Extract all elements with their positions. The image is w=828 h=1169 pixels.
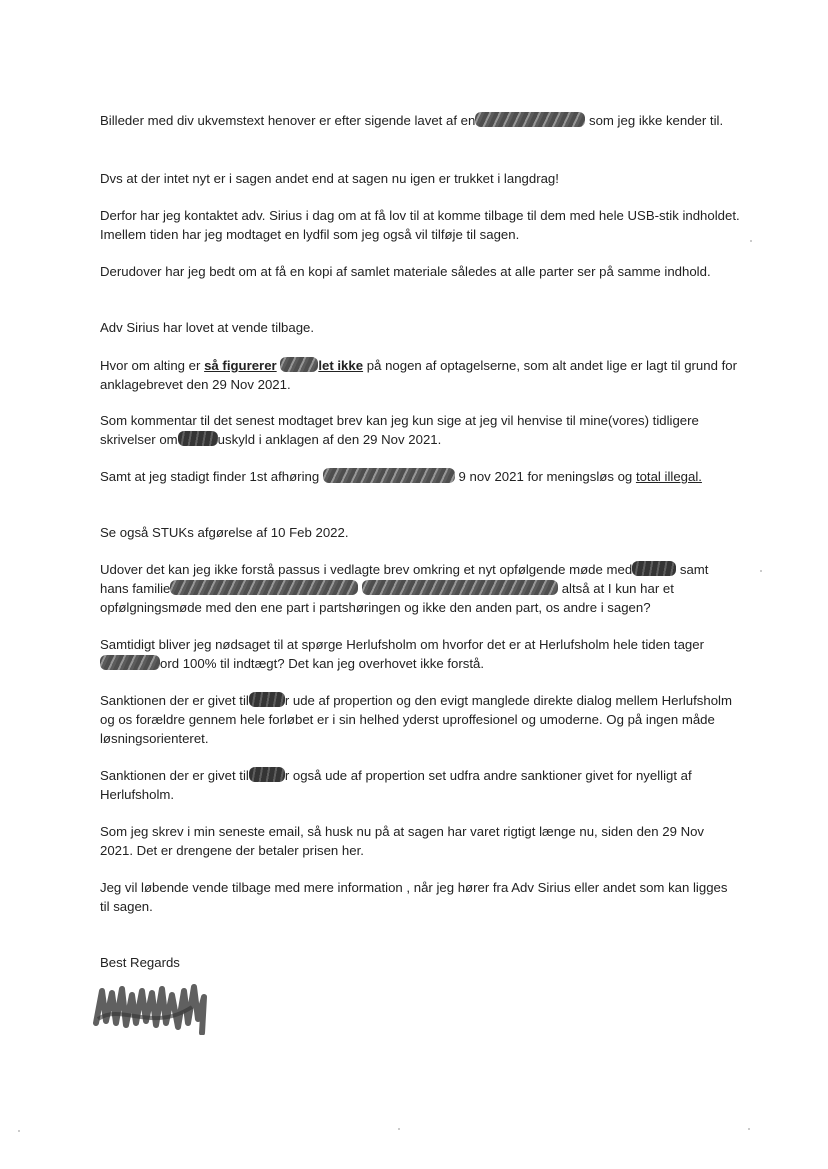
p10-text-a: Udover det kan jeg ikke forstå passus i vedlagte brev omkring et nyt opfølgende møde med	[100, 562, 633, 577]
p6-underlined-a: så figurerer	[204, 358, 277, 373]
scan-speck	[760, 570, 762, 572]
signature-scribble	[92, 983, 214, 1035]
paragraph-10	[100, 560, 740, 617]
p8-text-b: 9 nov 2021 for meningsløs og	[458, 469, 633, 484]
paragraph-4: Derudover har jeg bedt om at få en kopi af samlet materiale således at alle parter ser på samme indhold.	[100, 264, 711, 279]
p12-text-b: r ude af propertion og den evigt manglede direkte dialog mellem Herlufsholm og os forældre gennem hele forløbet er i sin helhed yderst uproffesionel og umoderne. Og på ingen måde løsningsorienteret.	[100, 693, 732, 746]
p8-text-a: Samt at jeg stadigt finder 1st afhøring	[100, 469, 320, 484]
p11-text-b: ord 100% til indtægt? Det kan jeg overhovet ikke forstå.	[160, 656, 485, 671]
redaction	[170, 580, 358, 595]
p11-text-a: Samtidigt bliver jeg nødsaget til at spørge Herlufsholm om hvorfor det er at Herlufsholm hele tiden tager	[100, 637, 704, 652]
paragraph-15: Jeg vil løbende vende tilbage med mere information , når jeg hører fra Adv Sirius eller andet som kan ligges til sagen.	[100, 880, 728, 914]
paragraph-1	[100, 111, 740, 130]
p13-text-b: r også ude af propertion set udfra andre sanktioner givet for nyelligt af Herlufsholm.	[100, 768, 692, 802]
redaction	[178, 431, 218, 446]
paragraph-7	[100, 411, 740, 449]
scan-speck	[398, 1128, 400, 1130]
p6-text-a: Hvor om alting er	[100, 358, 201, 373]
redaction	[249, 692, 285, 707]
redaction	[362, 580, 558, 595]
p6-underlined-b: let ikke	[318, 358, 364, 373]
paragraph-12	[100, 691, 740, 748]
paragraph-3: Derfor har jeg kontaktet adv. Sirius i dag om at få lov til at komme tilbage til dem med hele USB-stik indholdet. Imellem tiden har jeg modtaget en lydfil som jeg også vil tilføje til sagen.	[100, 208, 740, 242]
p12-text-a: Sanktionen der er givet til	[100, 693, 249, 708]
redaction	[249, 767, 285, 782]
p6-text-d: på nogen af optagelserne, som alt andet lige er lagt til grund for anklagebrevet den 29 Nov 2021.	[100, 358, 737, 392]
redaction	[632, 561, 676, 576]
paragraph-9: Se også STUKs afgørelse af 10 Feb 2022.	[100, 525, 349, 540]
paragraph-5: Adv Sirius har lovet at vende tilbage.	[100, 320, 315, 335]
p8-underlined: total illegal.	[635, 469, 702, 484]
paragraph-6	[100, 356, 740, 394]
p7-text-a: Som kommentar til det senest modtaget brev kan jeg kun sige at jeg vil henvise til mine(vores) tidligere skrivelser om	[100, 413, 699, 447]
redaction	[100, 655, 160, 670]
paragraph-11	[100, 635, 740, 673]
scan-speck	[18, 1130, 20, 1132]
p10-text-c: altså at I kun har et opfølgningsmøde med den ene part i partshøringen og ikke den anden part, os andre i sagen?	[100, 581, 674, 615]
closing: Best Regards	[100, 955, 180, 970]
scan-speck	[748, 1128, 750, 1130]
p7-text-b: uskyld i anklagen af den 29 Nov 2021.	[217, 432, 442, 447]
p1-text-b: som jeg ikke kender til.	[588, 113, 724, 128]
redaction	[475, 112, 585, 127]
paragraph-14: Som jeg skrev i min seneste email, så husk nu på at sagen har varet rigtigt længe nu, siden den 29 Nov 2021. Det er drengene der betaler prisen her.	[100, 824, 705, 858]
p10-text-b: samt hans familie	[100, 562, 709, 596]
p1-text-a: Billeder med div ukvemstext henover er efter sigende lavet af en	[100, 113, 476, 128]
paragraph-2: Dvs at der intet nyt er i sagen andet end at sagen nu igen er trukket i langdrag!	[100, 171, 559, 186]
paragraph-13	[100, 766, 740, 804]
scan-speck	[750, 240, 752, 242]
redaction	[280, 357, 318, 372]
redaction	[323, 468, 455, 483]
paragraph-8	[100, 467, 740, 486]
p13-text-a: Sanktionen der er givet til	[100, 768, 249, 783]
